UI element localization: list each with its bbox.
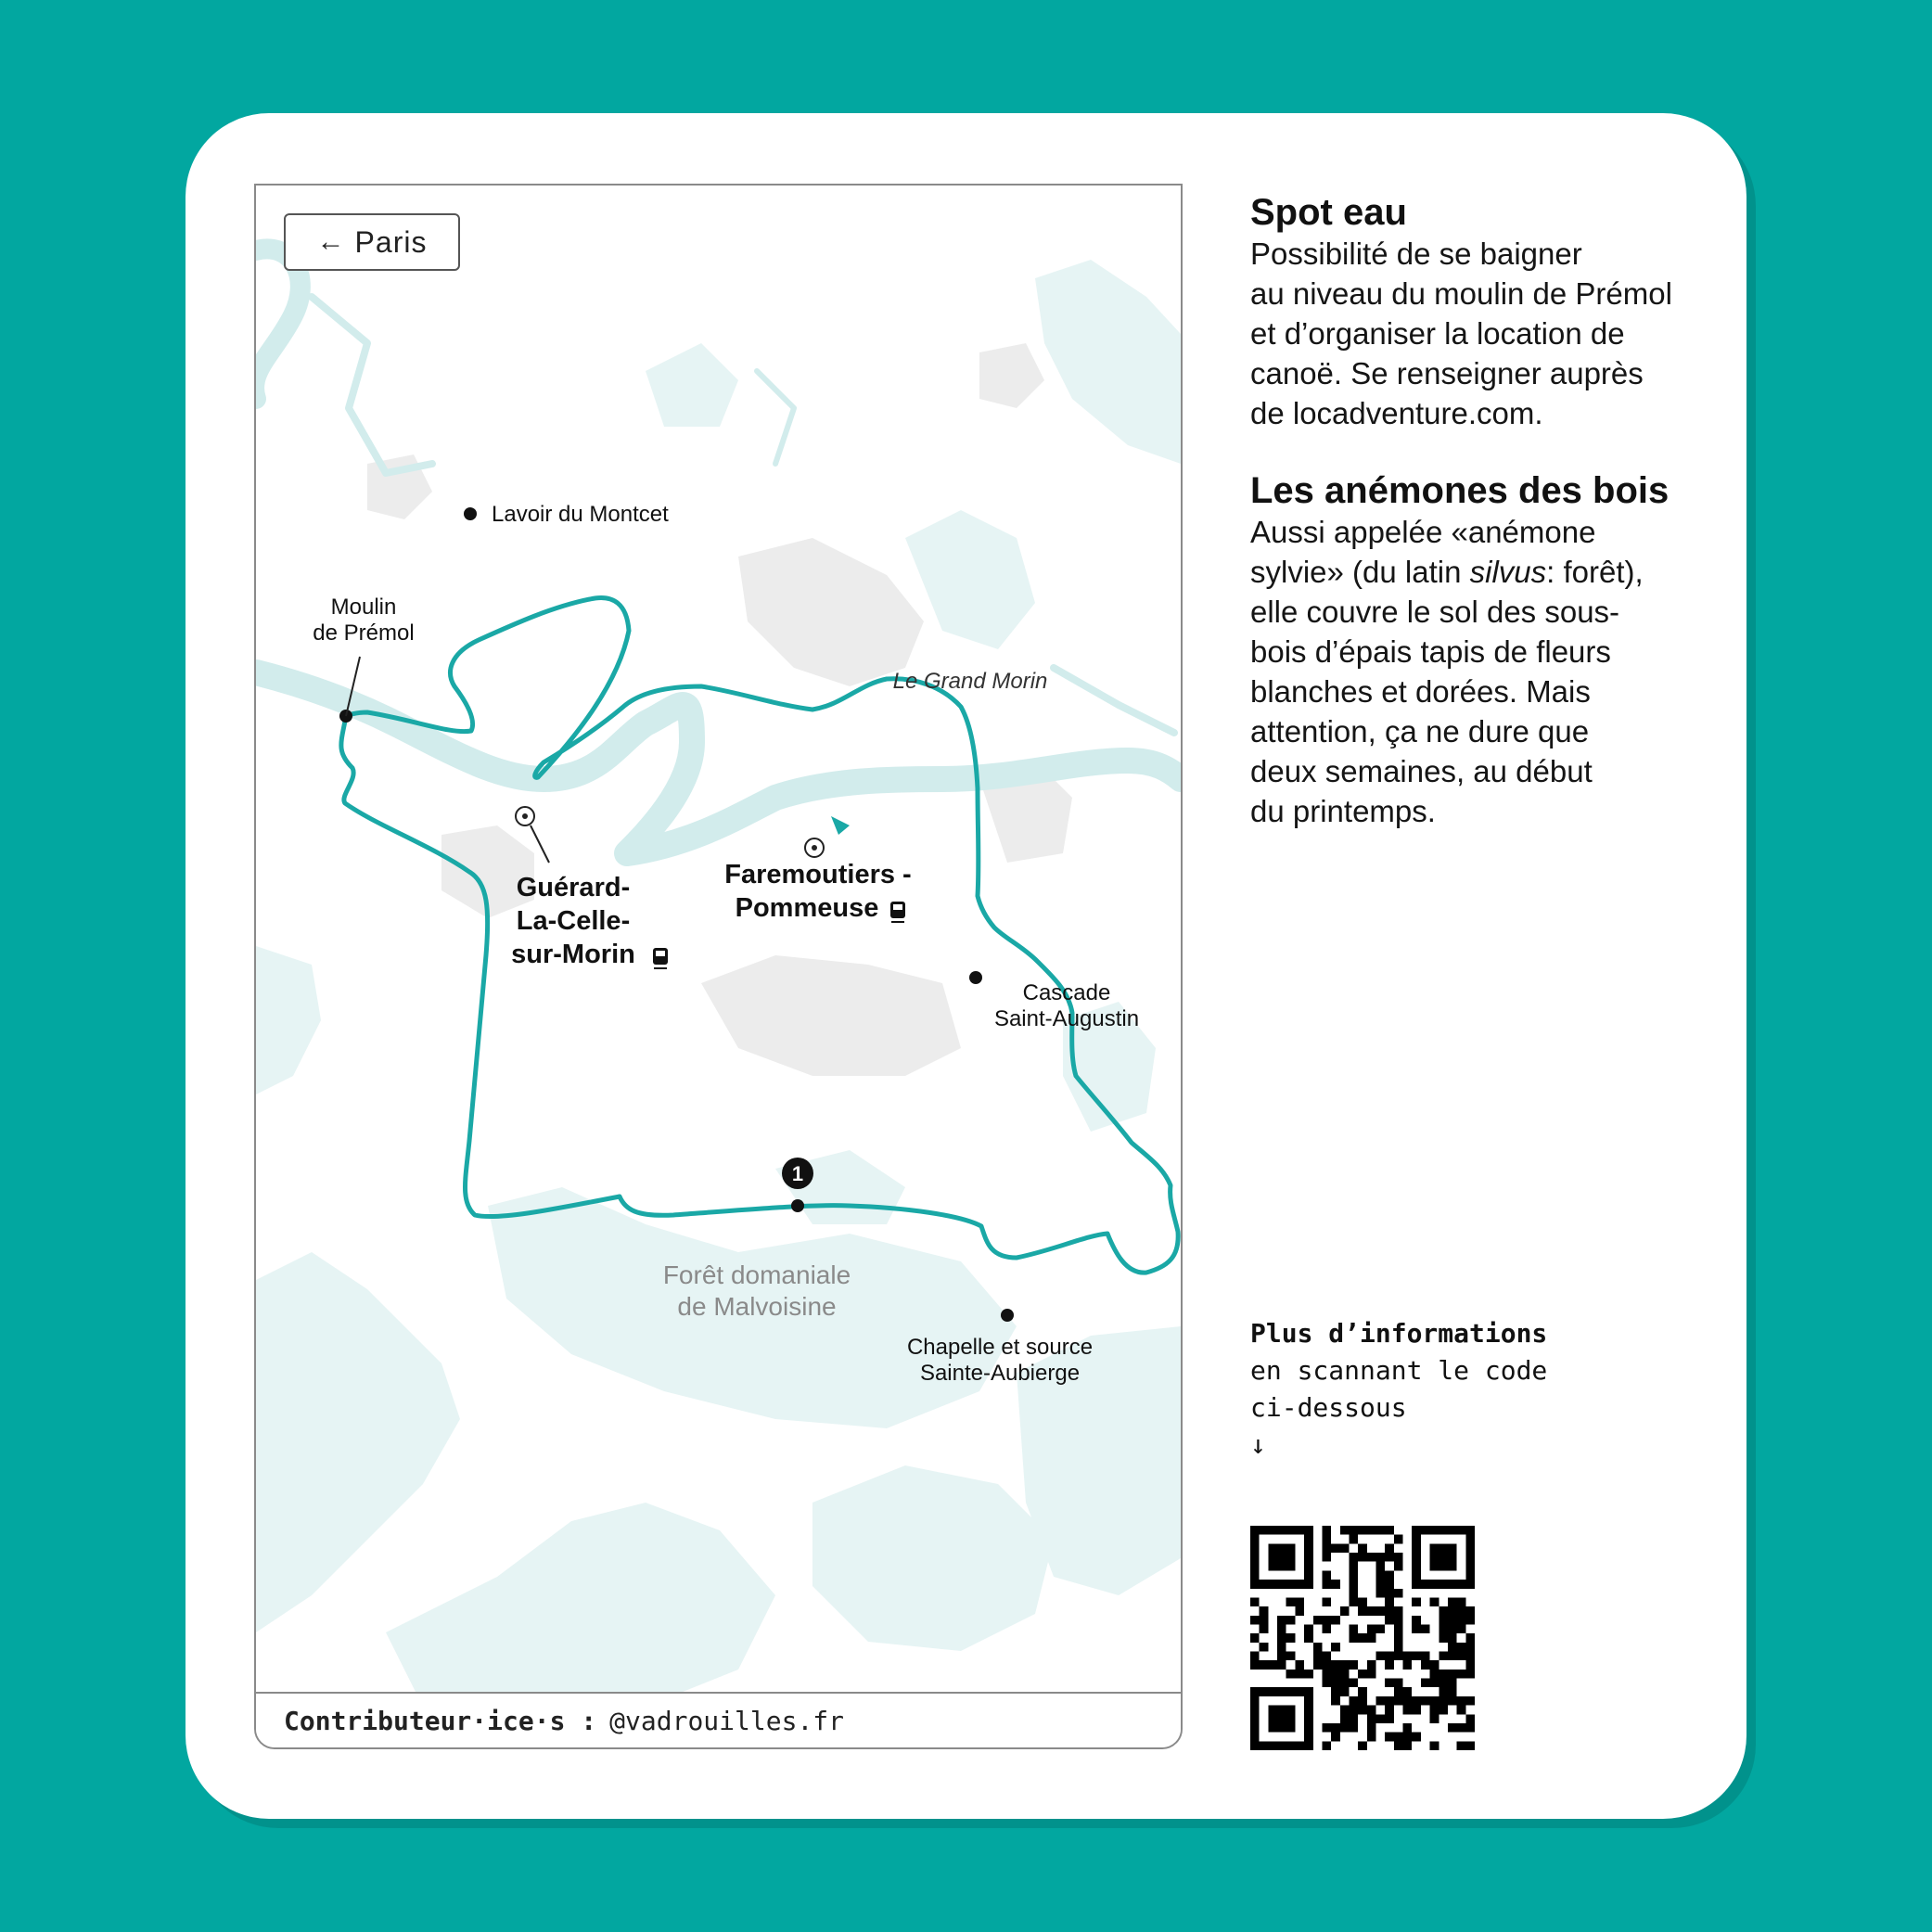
- map[interactable]: [254, 184, 1183, 1749]
- arrow-left-icon: ←: [316, 226, 346, 257]
- section-anemones: [1250, 469, 1695, 831]
- leader-line: [346, 657, 360, 716]
- more-info-line: en scannant le code: [1250, 1355, 1548, 1386]
- lavoir-dot[interactable]: [464, 507, 477, 520]
- more-info: [1250, 1315, 1640, 1464]
- poi-cascade-label: Cascade: [1022, 980, 1111, 1005]
- route-overlay: [256, 186, 1181, 1747]
- section-title: Spot eau: [1250, 192, 1407, 233]
- more-info-title: Plus d’informations: [1250, 1318, 1548, 1349]
- section-text: Aussi appelée «anémone sylvie» (du latin silvus: forêt), elle couvre le sol des sous- bois d’épais tapis de fleurs blanches et dorées. Mais attention, ça ne dure que deux semaines, au début du printemps.: [1250, 515, 1644, 828]
- section-title: Les anémones des bois: [1250, 470, 1670, 511]
- stage-1-dot[interactable]: [791, 1199, 804, 1212]
- leader-line: [531, 825, 549, 863]
- forest-label: Forêt domaniale: [662, 1260, 851, 1289]
- section-spot-eau: [1250, 191, 1695, 433]
- poi-chapelle-label: Chapelle et source: [906, 1335, 1094, 1360]
- poi-cascade-label: Saint-Augustin: [993, 1006, 1140, 1031]
- poi-moulin-label: Moulin: [330, 595, 397, 620]
- section-text: Possibilité de se baigner au niveau du moulin de Prémol et d’organiser la location de canoë. Se renseigner auprès de locadventure.com.: [1250, 237, 1672, 430]
- chapelle-dot[interactable]: [1001, 1309, 1014, 1322]
- train-icon: [890, 902, 905, 922]
- town-guerard-label: La-Celle-: [516, 906, 631, 936]
- poi-lavoir-label: Lavoir du Montcet: [492, 502, 669, 527]
- forest-label: de Malvoisine: [677, 1292, 837, 1321]
- hiking-route: [341, 597, 1178, 1273]
- direction-arrow-icon: [831, 816, 850, 835]
- town-faremoutiers-label: Pommeuse: [735, 893, 879, 923]
- cascade-dot[interactable]: [969, 971, 982, 984]
- town-guerard-label: Guérard-: [516, 873, 631, 902]
- river-label: Le Grand Morin: [892, 669, 1048, 694]
- back-button-label: Paris: [354, 224, 428, 259]
- map-credits: [256, 1692, 1181, 1747]
- back-to-paris-button[interactable]: [284, 213, 460, 271]
- stage-marker-number: 1: [791, 1162, 804, 1185]
- credits-label: Contributeur·ice·s :: [284, 1705, 597, 1736]
- arrow-down-icon: ↓: [1250, 1429, 1266, 1460]
- town-faremoutiers-label: Faremoutiers -: [724, 860, 912, 889]
- poi-chapelle-label: Sainte-Aubierge: [919, 1361, 1081, 1386]
- more-info-line: ci-dessous: [1250, 1392, 1407, 1423]
- town-guerard-label: sur-Morin: [511, 940, 635, 969]
- credits-link[interactable]: @vadrouilles.fr: [609, 1705, 845, 1736]
- qr-code[interactable]: [1250, 1526, 1475, 1750]
- train-icon: [653, 948, 668, 968]
- poi-moulin-label: de Prémol: [313, 621, 415, 646]
